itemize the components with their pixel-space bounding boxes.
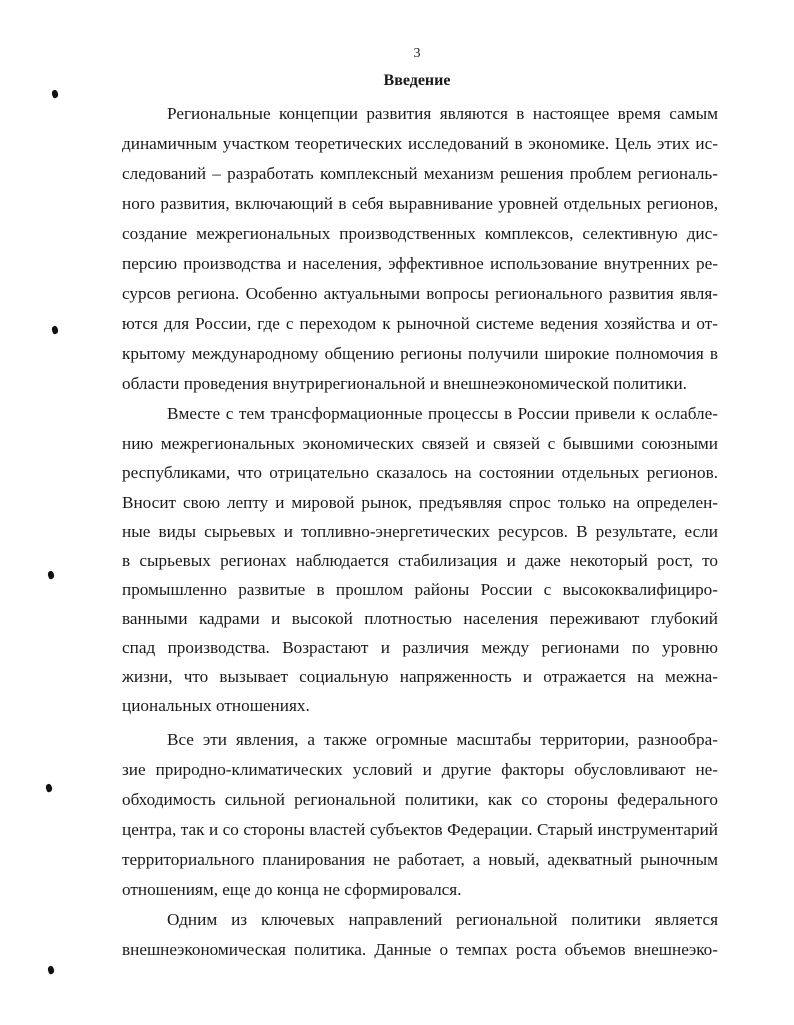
text-line: крытому международному общению регионы получили широкие полномочия в bbox=[122, 344, 718, 363]
text-line: промышленно развитые в прошлом районы России с высококвалифициро- bbox=[122, 580, 718, 599]
text-line: ются для России, где с переходом к рыночной системе ведения хозяйства и от- bbox=[122, 314, 718, 333]
text-line: внешнеэкономическая политика. Данные о темпах роста объемов внешнеэко- bbox=[122, 940, 718, 959]
text-line: нию межрегиональных экономических связей и связей с бывшими союзными bbox=[122, 434, 718, 453]
text-line: жизни, что вызывает социальную напряженность и отражается на межна- bbox=[122, 667, 718, 686]
text-line: отношениям, еще до конца не сформировался. bbox=[122, 880, 462, 899]
text-line: области проведения внутрирегиональной и внешнеэкономической политики. bbox=[122, 374, 687, 393]
text-line: Вносит свою лепту и мировой рынок, предъявляя спрос только на определен- bbox=[122, 493, 718, 512]
text-line: персию производства и населения, эффективное использование внутренних ре- bbox=[122, 254, 718, 273]
text-line: Вместе с тем трансформационные процессы в России привели к ослабле- bbox=[167, 404, 718, 423]
binding-hole-mark bbox=[45, 783, 53, 793]
text-line: обходимость сильной региональной политики, как со стороны федерального bbox=[122, 790, 718, 809]
binding-hole-mark bbox=[47, 570, 55, 580]
text-line: центра, так и со стороны властей субъектов Федерации. Старый инструментарий bbox=[122, 820, 718, 839]
binding-hole-mark bbox=[51, 325, 59, 335]
text-line: циональных отношениях. bbox=[122, 696, 310, 715]
binding-hole-mark bbox=[47, 965, 55, 975]
text-line: Региональные концепции развития являются в настоящее время самым bbox=[167, 104, 718, 123]
page-title: Введение bbox=[383, 72, 451, 89]
text-line: в сырьевых регионах наблюдается стабилизация и даже некоторый рост, то bbox=[122, 551, 718, 570]
text-line: республиками, что отрицательно сказалось на состоянии отдельных регионов. bbox=[122, 463, 718, 482]
text-line: зие природно-климатических условий и другие факторы обусловливают не- bbox=[122, 760, 718, 779]
text-line: создание межрегиональных производственных комплексов, селективную дис- bbox=[122, 224, 718, 243]
text-line: ванными кадрами и высокой плотностью населения переживают глубокий bbox=[122, 609, 718, 628]
text-line: следований – разработать комплексный механизм решения проблем региональ- bbox=[122, 164, 718, 183]
text-line: спад производства. Возрастают и различия между регионами по уровню bbox=[122, 638, 718, 657]
page-number: 3 bbox=[413, 46, 421, 61]
binding-hole-mark bbox=[51, 89, 59, 99]
text-line: Одним из ключевых направлений региональной политики является bbox=[167, 910, 718, 929]
text-line: сурсов региона. Особенно актуальными вопросы регионального развития явля- bbox=[122, 284, 718, 303]
text-line: ного развития, включающий в себя выравнивание уровней отдельных регионов, bbox=[122, 194, 718, 213]
text-line: динамичным участком теоретических исследований в экономике. Цель этих ис- bbox=[122, 134, 718, 153]
text-line: ные виды сырьевых и топливно-энергетических ресурсов. В результате, если bbox=[122, 522, 718, 541]
text-line: Все эти явления, а также огромные масштабы территории, разнообра- bbox=[167, 730, 718, 749]
text-line: территориального планирования не работает, а новый, адекватный рыночным bbox=[122, 850, 718, 869]
